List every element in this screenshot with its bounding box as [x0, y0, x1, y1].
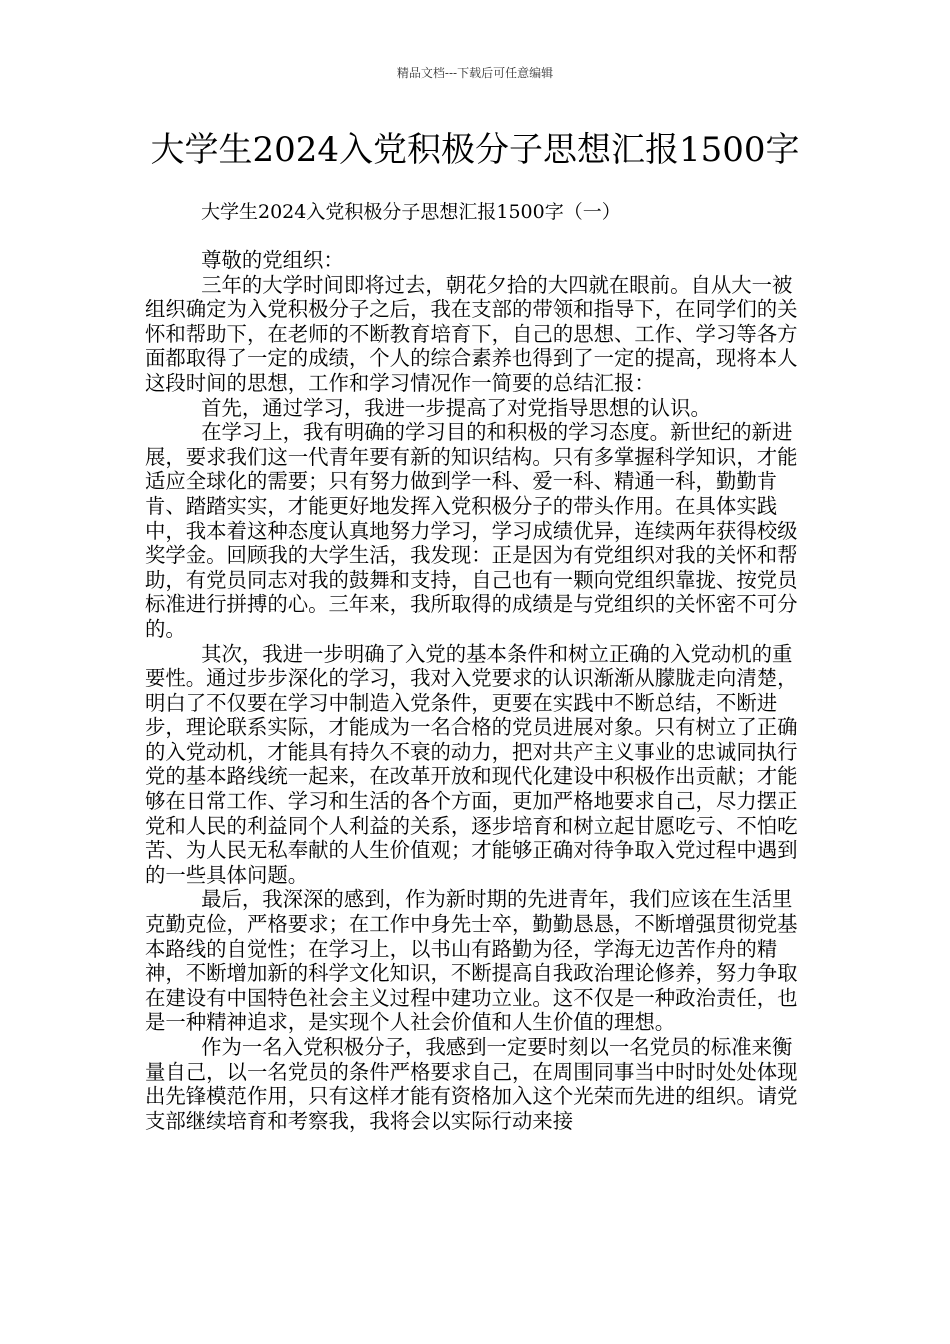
document-body	[145, 248, 805, 1133]
document-subtitle: 大学生2024入党积极分子思想汇报1500字（一）	[201, 201, 621, 223]
header-note: 精品文档---下载后可任意编辑	[396, 66, 554, 80]
salutation: 尊敬的党组织：	[201, 248, 344, 272]
paragraph: 在学习上，我有明确的学习目的和积极的学习态度。新世纪的新进展，要求我们这一代青年要有新的知识结构。只有多掌握科学知识，才能适应全球化的需要；只有努力做到学一科、爱一科、精通一科，勤勤肯肯、踏踏实实，才能更好地发挥入党积极分子的带头作用。在具体实践中，我本着这种态度认真地努力学习，学习成绩优异，连续两年获得校级奖学金。回顾我的大学生活，我发现：正是因为有党组织对我的关怀和帮助，有党员同志对我的鼓舞和支持，自己也有一颗向党组织靠拢、按党员标准进行拼搏的心。三年来，我所取得的成绩是与党组织的关怀密不可分的。	[145, 420, 798, 641]
paragraph: 其次，我进一步明确了入党的基本条件和树立正确的入党动机的重要性。通过步步深化的学习，我对入党要求的认识渐渐从朦胧走向清楚，明白了不仅要在学习中制造入党条件，更要在实践中不断总结，不断进步，理论联系实际，才能成为一名合格的党员进展对象。只有树立了正确的入党动机，才能具有持久不衰的动力，把对共产主义事业的忠诚同执行党的基本路线统一起来，在改革开放和现代化建设中积极作出贡献；才能够在日常工作、学习和生活的各个方面，更加严格地要求自己，尽力摆正党和人民的利益同个人利益的关系，逐步培育和树立起甘愿吃亏、不怕吃苦、为人民无私奉献的人生价值观；才能够正确对待争取入党过程中遇到的一些具体问题。	[145, 641, 798, 887]
paragraph: 三年的大学时间即将过去，朝花夕拾的大四就在眼前。自从大一被组织确定为入党积极分子之后，我在支部的带领和指导下，在同学们的关怀和帮助下，在老师的不断教育培育下，自己的思想、工作、学习等各方面都取得了一定的成绩，个人的综合素养也得到了一定的提高，现将本人这段时间的思想，工作和学习情况作一简要的总结汇报：	[145, 272, 798, 395]
paragraph: 首先，通过学习，我进一步提高了对党指导思想的认识。	[201, 395, 711, 420]
document-title: 大学生2024入党积极分子思想汇报1500字	[150, 130, 800, 170]
paragraph: 作为一名入党积极分子，我感到一定要时刻以一名党员的标准来衡量自己，以一名党员的条件严格要求自己，在周围同事当中时时处处体现出先锋模范作用，只有这样才能有资格加入这个光荣而先进的组织。请党支部继续培育和考察我，我将会以实际行动来接	[145, 1035, 798, 1133]
paragraph: 最后，我深深的感到，作为新时期的先进青年，我们应该在生活里克勤克俭，严格要求；在工作中身先士卒，勤勤恳恳，不断增强贯彻党基本路线的自觉性；在学习上，以书山有路勤为径，学海无边苦作舟的精神，不断增加新的科学文化知识，不断提高自我政治理论修养，努力争取在建设有中国特色社会主义过程中建功立业。这不仅是一种政治责任，也是一种精神追求，是实现个人社会价值和人生价值的理想。	[145, 887, 798, 1035]
